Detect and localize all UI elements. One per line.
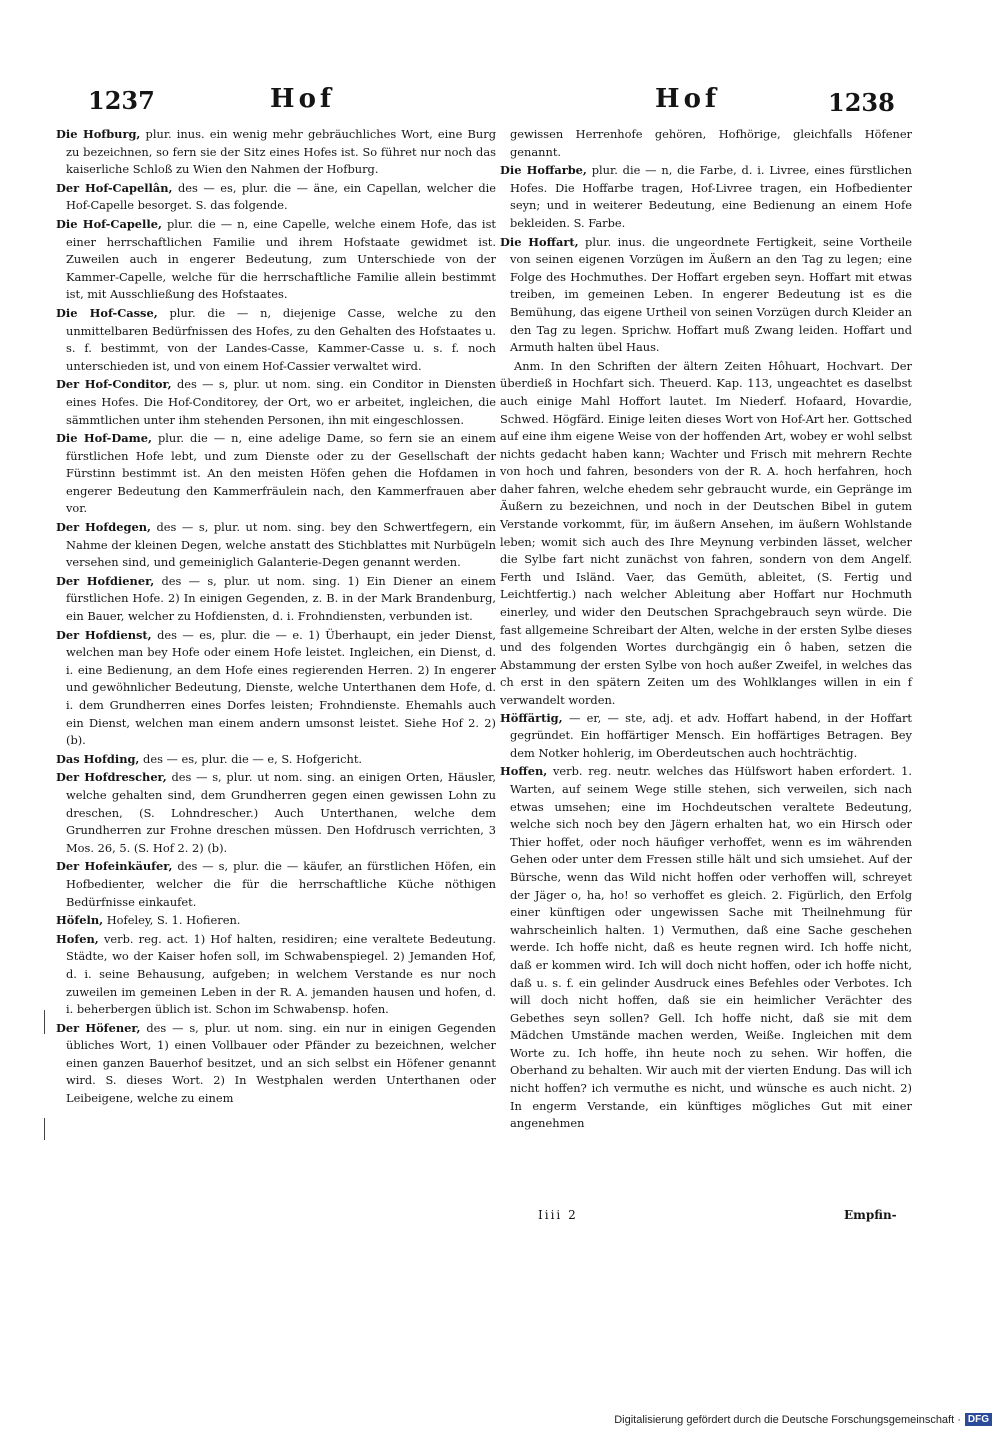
dictionary-entry: Der Hofdienst, des — es, plur. die — e. 1) Überhaupt, ein jeder Dienst, welchen man bey Hofe oder einem Hofe leistet. Ingleichen, ein Dienst, d. i. eine Bedienung, an dem Hofe eines regierenden Herren. 2) In engerer und gewöhnlicher Bedeutung, Dienste, welche Unterthanen dem Hofe, d. i. dem Grundherren eines Dorfes leisten; Frohndienste. Ehemahls auch ein Dienst, welchen man einem andern umsonst leistet. Siehe Hof 2. 2) (b). — [56, 627, 497, 748]
signature-mark: Iiii 2 — [538, 1208, 578, 1222]
dictionary-entry: Die Hofburg, plur. inus. ein wenig mehr gebräuchliches Wort, eine Burg zu bezeichnen, so fern sie der Sitz eines Hofes ist. So führet nur noch das kaiserliche Schloß zu Wien den Nahmen der Hofburg. — [56, 127, 496, 177]
catchword: Empfin- — [844, 1208, 897, 1222]
left-column — [56, 126, 496, 1109]
dictionary-entry: Der Höfener, des — s, plur. ut nom. sing. ein nur in einigen Gegenden übliches Wort, 1) einen Vollbauer oder Pfänder zu bezeichnen, welcher einen ganzen Bauerhof besitzet, und an sich selbst ein Höfener genannt wird. S. dieses Wort. 2) In Westphalen werden Unterthanen oder Leibeigene, welche zu einem — [56, 1020, 496, 1106]
dictionary-entry: Der Hofdiener, des — s, plur. ut nom. sing. 1) Ein Diener an einem fürstlichen Hofe. 2) In einigen Gegenden, z. B. in der Mark Brandenburg, ein Bauer, welcher zu Hofdiensten, d. i. Frohndiensten, verbunden ist. — [56, 573, 497, 624]
annotation-note: Anm. In den Schriften der ältern Zeiten Hôhuart, Hochvart. Der überdieß in Hochfart sich. Theuerd. Kap. 113, ungeachtet es daselbst auch einige Mahl Hoffort lautet. Im Niederf. Hofaard, Hovardie, Schwed. Högfärd. Einige leiten dieses Wort von Hof-Art her. Gottsched auf eine ihm eigene Weise von der hoffenden Art, wobey er wohl selbst nichts gedacht haben kann; Wachter und Frisch mit mehrern Rechte von hoch und fahren, besonders von der R. A. hoch herfahren, hoch daher fahren, welche ehedem sehr gebraucht wurde, ein Gepränge im Äußern zu bezeichnen, und noch in der Deutschen Bibel in gutem Verstande vorkommt, für, im äußern Ansehen, im äußern Wohlstande leben; womit sich auch des Ihre Meynung verbinden lässet, welcher die Sylbe fart nicht zunächst von fahren, sondern von dem Angelf. Ferth und Isländ. Vaer, das Gemüth, ableitet, (S. Fertig und Leichtfertig.) nach welcher Ableitung aber Hoffart nur Hochmuth einerley, und wider den Deutschen Sprachgebrauch seyn würde. Die fast allgemeine Schreibart der Alten, welche in der ersten Sylbe dieses und des folgenden Wortes durchgängig ein ô haben, setzen die Abstammung der ersten Sylbe von hoch außer Zweifel, in welches das ch erst in den spätern Zeiten um des Wohlklanges willen in ein f verwandelt worden. — [500, 358, 912, 707]
dictionary-entry: Die Hof-Capelle, plur. die — n, eine Capelle, welche einem Hofe, das ist einer herrschaftlichen Familie und ihrem Hofstaate gewidmet ist. Zuweilen auch in engerer Bedeutung, zum Unterschiede von der Kammer-Capelle, welche für die herrschaftliche Familie allein bestimmt ist, mit Ausschließung des Hofstaates. — [56, 216, 496, 302]
dictionary-entry: Der Hofdegen, des — s, plur. ut nom. sing. bey den Schwertfegern, ein Nahme der kleinen Degen, welche anstatt des Stichblattes mit Nurbügeln versehen sind, und gemeiniglich Galanterie-Degen genannt werden. — [56, 520, 496, 570]
margin-rule — [44, 1010, 45, 1034]
dictionary-entry-continuation: gewissen Herrenhofe gehören, Hofhörige, gleichfalls Höfener genannt. — [510, 127, 912, 159]
dictionary-entry: Hofen, verb. reg. act. 1) Hof halten, residiren; eine veraltete Bedeutung. Städte, wo der Kaiser hofen soll, im Schwabenspiegel. 2) Jemanden Hof, d. i. seine Behausung, aufgeben; in welchem Verstande es nur noch zuweilen im gemeinen Leben in der R. A. jemanden hausen und hofen, d. i. beherbergen üblich ist. Schon im Schwabensp. hofen. — [56, 931, 497, 1017]
page-header — [0, 84, 1000, 124]
page-number-left: 1237 — [88, 86, 155, 115]
running-head-right: Hof — [655, 84, 721, 114]
dictionary-entry: Der Hofeinkäufer, des — s, plur. die — käufer, an fürstlichen Höfen, ein Hofbedienter, welcher die für die herrschaftliche Küche nöthigen Bedürfnisse einkaufet. — [56, 859, 497, 909]
right-column — [500, 126, 912, 1134]
footer-text: Digitalisierung gefördert durch die Deutsche Forschungsgemeinschaft · — [614, 1413, 961, 1426]
dictionary-entry: Die Hof-Casse, plur. die — n, diejenige Casse, welche zu den unmittelbaren Bedürfnissen des Hofes, zu den Gehalten des Hofstaates u. s. f. bestimmt, von der Landes-Casse, Kammer-Casse u. s. f. noch unterschieden ist, und von einem Hof-Cassier verwaltet wird. — [56, 305, 497, 373]
dfg-logo: DFG — [965, 1413, 992, 1426]
dictionary-entry: Hoffen, verb. reg. neutr. welches das Hülfswort haben erfordert. 1. Warten, auf seinem Wege stille stehen, sich verweilen, sich nach etwas umsehen; eine im Hochdeutschen veraltete Bedeutung, welche sich noch bey den Jägern erhalten hat, wo ein Hirsch oder Thier hoffet, oder noch häufiger verhoffet, wenn es im währenden Gehen oder unter dem Fressen stille hält und sich umsiehet. Auf der Bürsche, wenn das Wild nicht hoffen oder verhoffen will, schreyet der Jäger o, ha, ho! so verhoffet es gleich. 2. Figürlich, den Erfolg einer künftigen oder ungewissen Sache mit Theilnehmung für wahrscheinlich halten. 1) Vermuthen, daß eine Sache geschehen werde. Ich hoffe nicht, daß es heute regnen wird. Ich hoffe nicht, daß er kommen wird. Ich will doch nicht hoffen, oder ich hoffe nicht, daß u. s. f. ein gelinder Ausdruck eines Befehles oder Verbotes. Ich will doch nicht hoffen, daß sie ein heimlicher Verächter des Gebethes seyn sollen? Gell. Ich hoffe nicht, daß sie mit dem Mädchen Umstände machen werden, Weiße. Ingleichen mit dem Worte zu. Ich hoffe, ihn heute noch zu sehen. Wir hoffen, die Oberhand zu behalten. Wir auch mit der vierten Endung. Das will ich nicht hoffen? ich vermuthe es nicht, und wünsche es auch nicht. 2) In engerm Verstande, ein künftiges mögliches Gut mit einer angenehmen — [500, 764, 912, 1131]
dictionary-entry: Die Hoffarbe, plur. die — n, die Farbe, d. i. Livree, eines fürstlichen Hofes. Die Hoffarbe tragen, Hof-Livree tragen, ein Hofbedienter seyn; und in weiterer Bedeutung, eine Bedienung an einem Hofe bekleiden. S. Farbe. — [500, 163, 913, 230]
dictionary-entry: Der Hof-Conditor, des — s, plur. ut nom. sing. ein Conditor in Diensten eines Hofes. Die Hof-Conditorey, der Ort, wo er arbeitet, ingleichen, die sämmtlichen unter ihm stehenden Personen, ihn mit eingeschlossen. — [56, 377, 496, 427]
digitization-footer — [614, 1413, 992, 1426]
dictionary-entry: Das Hofding, des — es, plur. die — e, S. Hofgericht. — [56, 751, 363, 766]
dictionary-entry: Die Hoffart, plur. inus. die ungeordnete Fertigkeit, seine Vortheile von seinen eigenen Vorzügen im Äußern an den Tag zu legen; eine Folge des Hochmuthes. Der Hoffart ergeben seyn. Hoffart mit etwas treiben, im gemeinen Leben. In engerer Bedeutung ist es die Bemühung, das eigene Urtheil von seinen Vorzügen durch Kleider an den Tag zu legen. Sprichw. Hoffart muß Zwang leiden. Hoffart und Armuth halten übel Haus. — [500, 234, 912, 355]
dictionary-entry: Der Hofdrescher, des — s, plur. ut nom. sing. an einigen Orten, Häusler, welche gehalten sind, dem Grundherren gegen einen gewissen Lohn zu dreschen, (S. Lohndrescher.) Auch Unterthanen, welche dem Grundherren zur Frohne dreschen müssen. Den Hofdrusch verrichten, 3 Mos. 26, 5. (S. Hof 2. 2) (b). — [56, 770, 496, 855]
dictionary-entry: Höfeln, Hofeley, S. 1. Hofieren. — [56, 913, 241, 928]
page-number-right: 1238 — [828, 88, 895, 117]
dictionary-entry: Höffärtig, — er, — ste, adj. et adv. Hoffart habend, in der Hoffart gegründet. Ein hoffärtiger Mensch. Ein hoffärtiges Betragen. Bey dem Notker hohlerig, im Oberdeutschen auch hochträchtig. — [500, 710, 913, 760]
dictionary-entry: Die Hof-Dame, plur. die — n, eine adelige Dame, so fern sie an einem fürstlichen Hofe lebt, und zum Dienste oder zu der Gesellschaft der Fürstinn bestimmt ist. An den meisten Höfen gehen die Hofdamen in engerer Bedeutung den Kammerfräulein nach, den Kammerfrauen aber vor. — [56, 431, 497, 516]
dictionary-entry: Der Hof-Capellân, des — es, plur. die — äne, ein Capellan, welcher die Hof-Capelle besorget. S. das folgende. — [56, 180, 496, 213]
running-head-left: Hof — [270, 84, 336, 114]
margin-rule — [44, 1118, 45, 1140]
